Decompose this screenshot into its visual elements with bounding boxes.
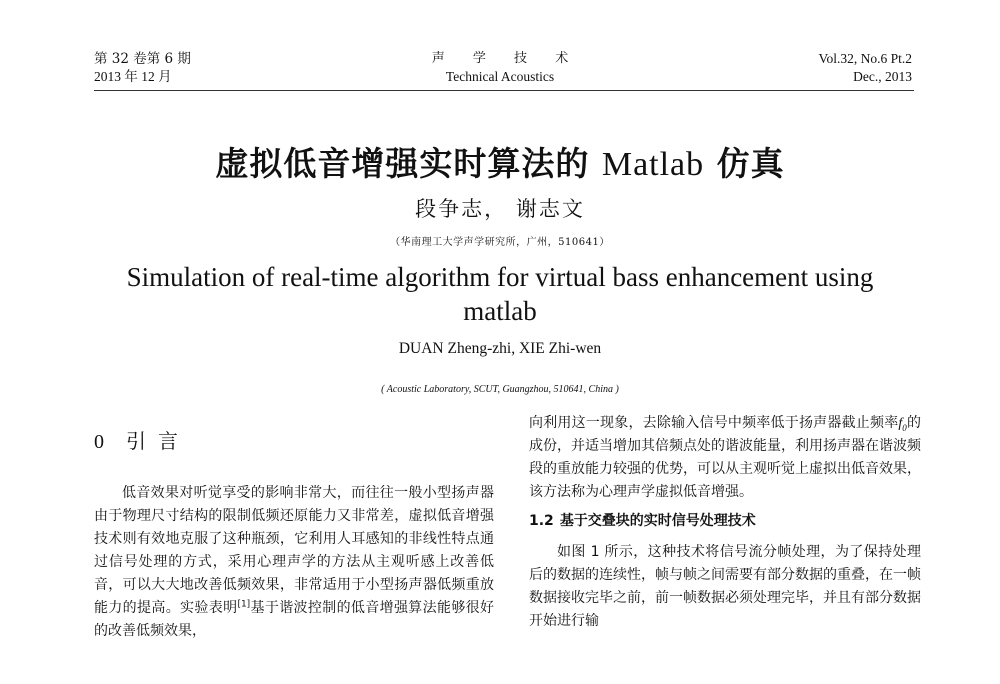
subsection-number: 1.2 xyxy=(529,513,554,529)
reference-marker: [1] xyxy=(237,599,251,610)
journal-name-en: Technical Acoustics xyxy=(445,69,555,84)
para-a-text2: 的成份，并适当增加其倍频点处的谐波能量，利用扬声器在谐波频段的重放能力较强的优势，可以从主观听觉上虚拟出低音效果，该方法称为心理声学虚拟低音增强。 xyxy=(529,415,922,500)
affiliation-en: ( Acoustic Laboratory, SCUT, Guangzhou, 510641, China ) xyxy=(381,384,619,395)
authors-en: DUAN Zheng-zhi, XIE Zhi-wen xyxy=(398,340,602,357)
paper-title-cn xyxy=(0,138,1000,185)
section-number: 0 xyxy=(94,431,104,453)
section-heading-intro xyxy=(94,425,190,454)
journal-volume-en xyxy=(818,50,912,86)
title-cn-part1: 虚拟低音增强实时算法的 xyxy=(215,144,602,183)
affiliation-cn: （华南理工大学声学研究所，广州，510641） xyxy=(390,237,610,248)
para-a-text1: 向利用这一现象，去除输入信号中频率低于扬声器截止频率 xyxy=(529,415,899,431)
journal-name-cn: 声 学 技 术 xyxy=(431,51,581,66)
f0-letter: f xyxy=(898,416,903,431)
overlap-block-paragraph: 如图 1 所示，这种技术将信号流分帧处理，为了保持处理后的数据的连续性，帧与帧之间需要有部分数据的重叠，在一帧数据接收完毕之前，前一帧数据必须处理完毕，并且有部分数据开始进行输 xyxy=(529,544,921,629)
intro-text: 低音效果对听觉享受的影响非常大，而往往一般小型扬声器由于物理尺寸结构的限制低频还原能力又非常差，虚拟低音增强技术则有效地克服了这种瓶颈，它利用人耳感知的非线性特点通过信号处理的方式，采用心理声学的方法从主观听感上改善低音，可以大大地改善低频效果，非常适用于小型扬声器低频重放能力的提高。实验表明 xyxy=(94,485,494,616)
issue-date-en: Dec., 2013 xyxy=(853,69,912,84)
issue-date: 2013 年 12 月 xyxy=(94,69,172,84)
volume-issue-en: Vol.32, No.6 Pt.2 xyxy=(818,51,912,66)
subsection-heading-1-2 xyxy=(529,510,921,533)
authors-cn: 段争志， 谢志文 xyxy=(415,197,585,221)
title-en-line2: matlab xyxy=(463,296,537,326)
paper-title-en xyxy=(0,260,1000,328)
psychoacoustic-paragraph xyxy=(529,412,921,504)
right-column xyxy=(529,412,921,633)
left-column xyxy=(94,482,494,643)
intro-paragraph xyxy=(94,482,494,643)
f0-symbol xyxy=(898,416,906,431)
subsection-title: 基于交叠块的实时信号处理技术 xyxy=(559,513,756,529)
volume-issue: 第 32 卷第 6 期 xyxy=(94,51,191,67)
title-cn-part3: 仿真 xyxy=(704,144,785,183)
f0-subscript: 0 xyxy=(902,422,907,433)
intro-text-tail: 基于谐波控制的低音增强算法能够很好的改善低频效果， xyxy=(94,600,495,639)
title-en-line1: Simulation of real-time algorithm for virtual bass enhancement using xyxy=(126,262,874,292)
section-title: 引言 xyxy=(126,429,190,453)
title-cn-matlab: Matlab xyxy=(601,146,705,183)
header-rule xyxy=(94,90,914,91)
